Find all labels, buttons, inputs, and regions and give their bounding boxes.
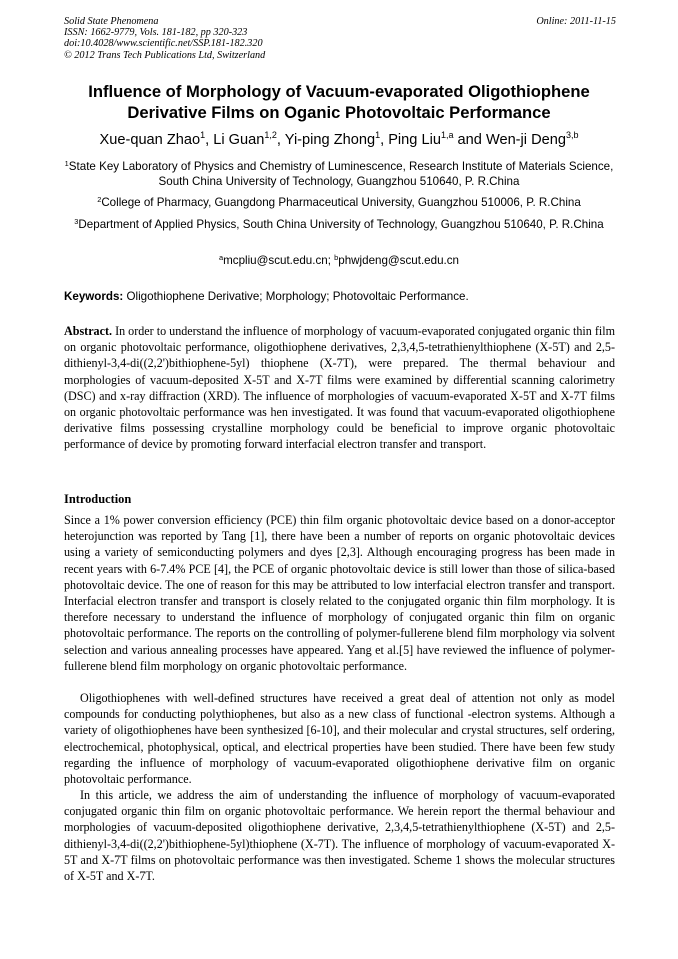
- author-name: Ping Liu: [388, 132, 441, 148]
- author-affiliation-mark: 3,b: [565, 130, 579, 140]
- keywords-text: Oligothiophene Derivative; Morphology; Photovoltaic Performance.: [126, 290, 469, 303]
- affiliation-text: College of Pharmacy, Guangdong Pharmaceutical University, Guangzhou 510006, P. R.China: [101, 196, 581, 209]
- author-name: Yi-ping Zhong: [284, 132, 376, 148]
- affiliation-1: [64, 159, 614, 189]
- section-heading-introduction: Introduction: [64, 492, 132, 506]
- author-name: Li Guan: [213, 132, 265, 148]
- author-affiliation-mark: 1: [200, 130, 206, 140]
- abstract-label: Abstract.: [64, 324, 113, 338]
- author-name: Xue-quan Zhao: [99, 132, 201, 148]
- affiliation-text: State Key Laboratory of Physics and Chemistry of Luminescence, Research Institute of Materials Science, South China University of Technology, Guangzhou 510640, P. R.China: [68, 160, 614, 188]
- author-affiliation-mark: 1: [375, 130, 381, 140]
- affiliation-number: 3: [74, 217, 79, 226]
- doi-line: doi:10.4028/www.scientific.net/SSP.181-182.320: [64, 38, 263, 50]
- affiliation-3: [64, 217, 614, 232]
- keywords-label: Keywords:: [64, 290, 124, 303]
- author-separator: and: [453, 132, 486, 148]
- copyright-line: © 2012 Trans Tech Publications Ltd, Switzerland: [64, 49, 266, 61]
- affiliation-number: 1: [64, 159, 69, 168]
- author-separator: ,: [276, 132, 285, 148]
- author-affiliation-mark: 1,a: [440, 130, 454, 140]
- author-emails: [64, 253, 614, 268]
- abstract-paragraph: [64, 323, 615, 453]
- journal-name: Solid State Phenomena: [64, 16, 159, 27]
- email-link-b[interactable]: phwjdeng@scut.edu.cn: [338, 254, 459, 267]
- author-separator: ,: [380, 132, 389, 148]
- affiliation-number: 2: [97, 195, 102, 204]
- affiliation-2: [64, 195, 614, 210]
- keywords-line: [64, 289, 616, 304]
- introduction-paragraph-2: Oligothiophenes with well-defined structures have received a great deal of attention not only as model compounds for conducting polythiophenes, but also as a new class of functional -electron systems. Although a variety of oligothiophenes have been synthesized [6-10], and their molecular and crystal structures, self ordering, electrochemical, photophysical, optical, and electrical properties have been studied. There have been few study regarding the influence of morphology of vacuum-evaporated oligothiophene derivative film on organic photovoltaic performance.: [64, 691, 615, 787]
- issn-line: ISSN: 1662-9779, Vols. 181-182, pp 320-323: [64, 27, 248, 39]
- online-date: Online: 2011-11-15: [536, 16, 616, 27]
- email-mark-b: b: [334, 253, 339, 262]
- email-mark-a: a: [219, 253, 224, 262]
- abstract-text: In order to understand the influence of morphology of vacuum-evaporated conjugated organic thin film on organic photovoltaic performance, oligothiophene derivatives, 2,3,4,5-tetrathienylthiophene (X-5T) and 2,5-dithienyl-3,4-di((2,2')bithiophene-5yl) thiophene (X-7T), were prepared. The thermal behaviour and morphologies of vacuum-deposited X-5T and X-7T films were examined by differential scanning calorimetry (DSC) and x-ray diffraction (XRD). The influence of morphologies of vacuum-evaporated X-5T and X-7T films on organic photovoltaic performance was hen investigated. It was found that vacuum-evaporated oligothiophene derivative films possessing crystalline morphology could be beneficial to improve organic photovoltaic performance of device by promoting forward interfacial electron transfer and transport.: [64, 324, 615, 452]
- author-list: [64, 131, 614, 149]
- title-line-2: Derivative Films on Oganic Photovoltaic Performance: [127, 102, 551, 122]
- affiliation-text: Department of Applied Physics, South China University of Technology, Guangzhou 510640, P. R.China: [78, 218, 604, 231]
- paper-title: [64, 82, 614, 123]
- journal-header: [64, 16, 616, 61]
- author-name: Wen-ji Deng: [485, 132, 566, 148]
- introduction-paragraph-1: Since a 1% power conversion efficiency (PCE) thin film organic photovoltaic device based on a donor-acceptor heterojunction was reported by Tang [1], there have been a number of reports on organic photovoltaic devices using a variety of semiconducting polymers and dyes [2,3]. Although encouraging progress has been made in recent years with 6-7.4% PCE [4], the PCE of organic photovoltaic device is still lower than those of silica-based photovoltaic device. The one of reason for this may be attributed to low interfacial electron transfer and transport. Interfacial electron transfer and transport is closely related to the conjugated organic thin film morphology. It is therefore necessary to understand the influence of morphology of conjugated organic thin film on organic photovoltaic performance. The reports on the controlling of polymer-fullerene blend film morphology via solvent selection and various annealing processes have appeared. Yang et al.[5] have reviewed the influence of polymer-fullerene blend film morphology on organic photovoltaic performance.: [64, 513, 615, 673]
- author-separator: ,: [205, 132, 214, 148]
- title-line-1: Influence of Morphology of Vacuum-evaporated Oligothiophene: [88, 82, 590, 101]
- email-link-a[interactable]: mcpliu@scut.edu.cn;: [223, 254, 331, 267]
- author-affiliation-mark: 1,2: [264, 130, 277, 140]
- introduction-paragraph-3: In this article, we address the aim of understanding the influence of morphology of vacuum-evaporated conjugated organic thin film on organic photovoltaic performance. We herein report the thermal behaviour and morphologies of vacuum-deposited oligothiophene derivative, 2,3,4,5-tetrathienylthiophene (X-5T) and 2,5-dithienyl-3,4-di((2,2')bithiophene-5yl)thiophene (X-7T). The influence of morphology of vacuum-evaporated X-5T and X-7T films on photovoltaic performance was then investigated. Scheme 1 shows the molecular structures of X-5T and X-7T.: [64, 788, 615, 884]
